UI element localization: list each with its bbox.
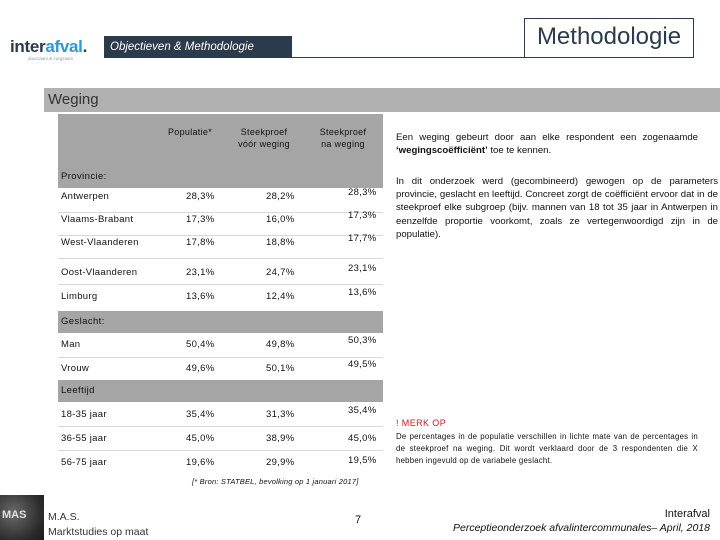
table-row [58,457,383,479]
row-divider [58,450,383,451]
before-weighting-value: 28,2% [266,191,295,202]
population-value: 17,3% [186,214,215,225]
group-label: Geslacht: [61,316,105,327]
column-header-before-weighting: Steekproef vóór weging [238,127,290,149]
mas-logo-text: MAS [2,509,27,521]
population-value: 50,4% [186,339,215,350]
before-weighting-value: 29,9% [266,457,295,468]
before-weighting-value: 12,4% [266,291,295,302]
weighting-coefficient-term: ‘wegingscoëfficiënt’ [396,145,488,157]
before-weighting-value: 50,1% [266,363,295,374]
group-header-gender [58,311,383,333]
footer-company [48,510,148,540]
page-title-box [524,18,694,58]
row-label: Vrouw [61,363,90,374]
mas-logo [0,495,44,540]
intro-paragraph: Een weging gebeurt door aan elke respondent een zogenaamde ‘wegingscoëfficiënt’ toe te kennen. [396,132,698,157]
note-body: De percentages in de populatie verschillen in lichte mate van de percentages in de steekproef na weging. Dit wordt verklaard door de 3 respondenten die X hebben ingevuld op de variabele geslacht. [396,432,698,465]
after-weighting-value: 45,0% [348,433,377,444]
logo-wordmark: interafval. [10,37,88,56]
before-weighting-value: 38,9% [266,433,295,444]
row-divider [58,258,383,259]
after-weighting-value: 17,7% [348,233,377,244]
column-header-population: Populatie* [167,127,213,137]
table-row [58,233,383,259]
method-paragraph: In dit onderzoek werd (gecombineerd) gewogen op de parameters provincie, geslacht en leeftijd. Concreet zorgt de coëfficiënt ervoor dat in de steekproef elke subgroep (bijv. mannen van 18 tot 35 jaar in Antwerpen in eenzelfde proportie voorkomt, zoals ze vertegenwoordigd zijn in de populatie). [396,176,718,240]
after-weighting-value: 19,5% [348,455,377,466]
after-weighting-value: 23,1% [348,263,377,274]
section-title-band [44,88,720,112]
after-weighting-value: 50,3% [348,335,377,346]
before-weighting-value: 18,8% [266,237,295,248]
table-row [58,287,383,313]
after-weighting-value: 13,6% [348,287,377,298]
table-row [58,187,383,213]
row-divider [58,212,383,213]
before-weighting-value: 31,3% [266,409,295,420]
population-value: 28,3% [186,191,215,202]
row-label: Antwerpen [61,191,110,202]
footer-company-name: M.A.S. [48,511,80,523]
table-row [58,210,383,236]
population-value: 35,4% [186,409,215,420]
table-row [58,433,383,455]
after-weighting-value: 35,4% [348,405,377,416]
row-divider [58,426,383,427]
after-weighting-value: 49,5% [348,359,377,370]
table-header [58,114,383,166]
population-value: 49,6% [186,363,215,374]
after-weighting-value: 17,3% [348,210,377,221]
row-label: West-Vlaanderen [61,237,139,248]
population-value: 13,6% [186,291,215,302]
section-label: Objectieven & Methodologie [110,41,254,53]
group-label: Leeftijd [61,385,95,396]
row-divider [58,235,383,236]
note-title: ! MERK OP [396,418,447,428]
row-divider [58,357,383,358]
row-divider [58,284,383,285]
before-weighting-value: 49,8% [266,339,295,350]
column-header-after-weighting: Steekproef na weging [319,127,367,149]
before-weighting-value: 24,7% [266,267,295,278]
before-weighting-value: 16,0% [266,214,295,225]
table-row [58,405,383,431]
population-value: 45,0% [186,433,215,444]
row-label: Limburg [61,291,98,302]
row-label: Vlaams-Brabant [61,214,134,225]
population-value: 23,1% [186,267,215,278]
footer-report-title: Perceptieonderzoek afvalintercommunales– April, 2018 [452,522,710,534]
footer-client: Interafval [664,508,710,520]
interafval-logo [10,38,100,66]
population-value: 17,8% [186,237,215,248]
row-label: Oost-Vlaanderen [61,267,138,278]
row-label: 56-75 jaar [61,457,107,468]
row-label: 18-35 jaar [61,409,107,420]
source-note: [* Bron: STATBEL, bevolking op 1 januari 2017] [192,477,359,486]
row-label: 36-55 jaar [61,433,107,444]
page-title: Methodologie [536,23,682,50]
group-label: Provincie: [61,171,107,182]
population-value: 19,6% [186,457,215,468]
group-header-province [58,166,383,188]
footer-company-tagline: Marktstudies op maat [48,526,149,538]
row-label: Man [61,339,81,350]
group-header-age [58,380,383,402]
logo-tagline: duurzaam & zorgzaam [28,56,74,61]
table-row [58,263,383,289]
section-label-box [104,36,292,58]
section-title: Weging [48,91,99,108]
after-weighting-value: 28,3% [348,187,377,198]
page-number: 7 [355,514,362,526]
